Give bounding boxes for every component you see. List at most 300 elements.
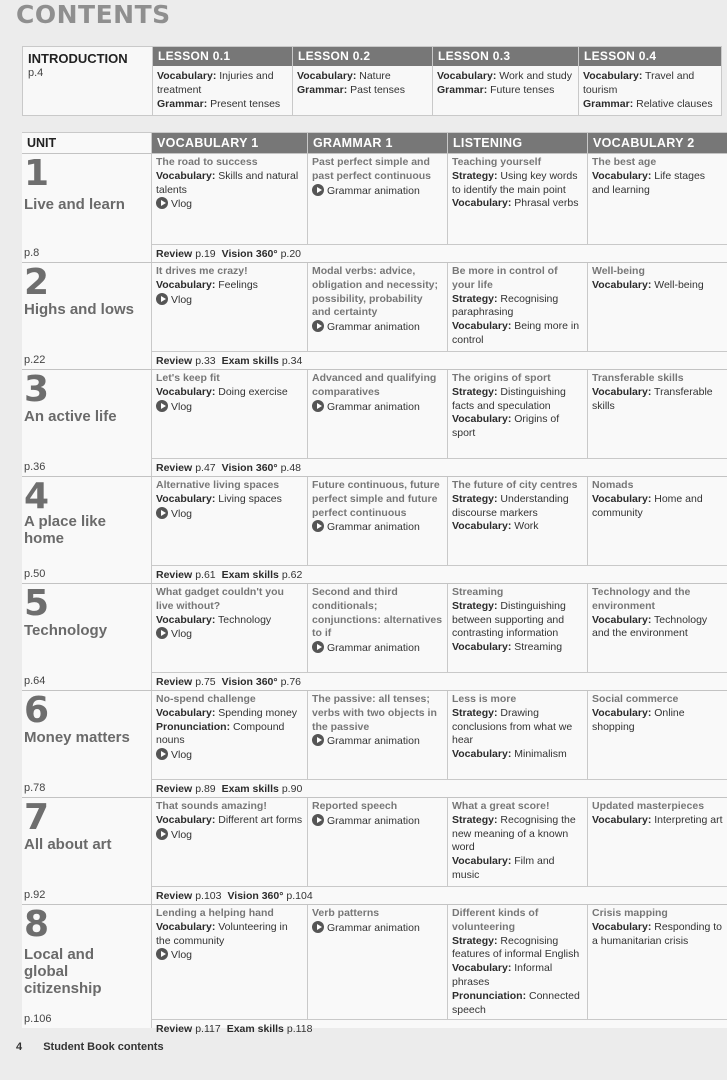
lesson-line (437, 69, 574, 83)
grammar-animation-label: Grammar animation (327, 921, 420, 934)
unit-title: Highs and lows (24, 301, 135, 318)
unit-row (22, 153, 727, 262)
unit-title: Money matters (24, 729, 130, 746)
lesson-line (452, 197, 583, 211)
lesson-line-key: Vocabulary: (452, 641, 512, 654)
play-icon (312, 921, 324, 933)
lesson-title: Future continuous, future perfect simple and future perfect continuous (312, 479, 440, 519)
introduction-header (23, 47, 153, 115)
play-icon (312, 400, 324, 412)
unit-row (22, 690, 727, 797)
unit-lessons (152, 905, 727, 1019)
lesson-line (592, 814, 723, 828)
lesson-line-key: Strategy: (452, 385, 498, 398)
grammar-animation-link[interactable] (312, 184, 443, 199)
lesson-line-value: Travel and tourism (583, 70, 695, 96)
unit-title: All about art (24, 836, 112, 853)
play-icon (312, 734, 324, 746)
vlog-link[interactable] (156, 197, 303, 212)
lesson-title: Different kinds of volunteering (452, 907, 539, 933)
review-page: p.103 (195, 890, 222, 902)
lesson-line (156, 279, 303, 293)
grammar1-cell (308, 691, 448, 779)
lesson-line-value: Online shopping (592, 706, 685, 733)
lesson-line (156, 493, 303, 507)
unit-cells (152, 154, 727, 262)
lesson-line-key: Vocabulary: (156, 813, 216, 826)
lesson-line (452, 170, 583, 198)
introduction-title: INTRODUCTION (28, 51, 128, 66)
lesson-line (156, 614, 303, 628)
grammar-animation-label: Grammar animation (327, 321, 420, 334)
review-line (152, 672, 727, 690)
lesson-line-key: Strategy: (452, 292, 498, 305)
lesson-line-value: Being more in control (452, 320, 580, 346)
lesson-title: What gadget couldn't you live without? (156, 586, 284, 612)
lesson-line-value: Connected speech (452, 989, 580, 1016)
grammar1-column-header: GRAMMAR 1 (308, 133, 448, 153)
lesson-title: That sounds amazing! (156, 800, 267, 812)
extra-label: Exam skills (226, 1023, 284, 1036)
lesson-title: Verb patterns (312, 907, 380, 919)
play-icon (156, 507, 168, 519)
listening-cell (448, 154, 588, 244)
lesson-line-key: Vocabulary: (437, 70, 497, 82)
lesson-line-value: Technology and the environment (592, 613, 708, 640)
vocabulary1-cell (152, 905, 308, 1019)
lesson-line (592, 279, 723, 293)
lesson-line-value: Well-being (651, 278, 704, 291)
lesson-column (579, 47, 721, 115)
vlog-label: Vlog (171, 628, 193, 641)
contents-table (22, 132, 727, 1036)
lesson-line-value: Nature (356, 70, 391, 82)
lesson-title: Let's keep fit (156, 372, 220, 384)
vocabulary2-cell (588, 798, 727, 886)
lesson-line-key: Vocabulary: (592, 169, 652, 182)
vlog-link[interactable] (156, 400, 303, 415)
unit-number: 7 (24, 797, 50, 838)
lesson-line-value: Distinguishing between supporting and contrasting information (452, 599, 566, 640)
lesson-line-value: Recognising features of informal English (452, 934, 580, 961)
lesson-title: The best age (592, 156, 657, 168)
vocabulary1-cell (152, 154, 308, 244)
lesson-line-value: Interpreting art (651, 813, 723, 826)
lesson-line-value: Compound nouns (156, 720, 285, 747)
unit-cell (22, 263, 152, 369)
grammar-animation-label: Grammar animation (327, 642, 420, 655)
listening-cell (448, 691, 588, 779)
review-page: p.89 (195, 783, 216, 795)
lesson-line-key: Vocabulary: (592, 278, 652, 291)
lesson-line-value: Minimalism (511, 748, 567, 761)
lesson-column (293, 47, 433, 115)
lesson-line (452, 935, 583, 963)
unit-lessons (152, 477, 727, 565)
vocabulary1-column-header: VOCABULARY 1 (152, 133, 308, 153)
unit-number: 4 (24, 476, 50, 517)
lesson-line-value: Feelings (215, 278, 258, 291)
lesson-line (452, 413, 583, 441)
lesson-line-key: Vocabulary: (592, 613, 652, 626)
page-footer (16, 1041, 164, 1053)
lesson-line-value: Drawing conclusions from what we hear (452, 706, 573, 747)
play-icon (156, 400, 168, 412)
extra-page: p.20 (280, 248, 302, 260)
vocabulary1-cell (152, 798, 308, 886)
footer-label: Student Book contents (43, 1041, 164, 1053)
lesson-line-key: Vocabulary: (583, 70, 643, 82)
extra-page: p.104 (286, 890, 313, 902)
grammar1-cell (308, 154, 448, 244)
lesson-line-value: Recognising the new meaning of a known word (452, 813, 576, 854)
vlog-link[interactable] (156, 948, 303, 963)
lesson-line-value: Past tenses (347, 84, 405, 96)
lesson-title: Social commerce (592, 693, 679, 705)
lesson-line (592, 493, 723, 521)
unit-lessons (152, 584, 727, 672)
lesson-line-value: Origins of sport (452, 413, 560, 440)
lesson-title: Modal verbs: advice, obligation and necessity; possibility, probability and certainty (312, 265, 439, 319)
review-page: p.19 (195, 248, 216, 260)
lesson-title: Reported speech (312, 800, 398, 812)
lesson-line-value: Doing exercise (215, 385, 288, 398)
grammar-animation-link[interactable] (312, 734, 443, 749)
lesson-line-key: Vocabulary: (156, 169, 216, 182)
lesson-line-value: Technology (215, 613, 272, 626)
lesson-line (452, 962, 583, 990)
review-label: Review (156, 676, 193, 688)
lesson-line-key: Vocabulary: (297, 70, 357, 82)
vocabulary2-cell (588, 263, 727, 351)
lesson-line (452, 600, 583, 641)
lesson-line-key: Grammar: (157, 98, 208, 110)
vlog-label: Vlog (171, 749, 193, 762)
extra-label: Exam skills (221, 783, 279, 795)
review-line (152, 458, 727, 476)
unit-number: 8 (24, 904, 50, 945)
lesson-line (437, 83, 574, 97)
lesson-line (156, 814, 303, 828)
extra-label: Exam skills (221, 569, 279, 581)
lesson-title: Advanced and qualifying comparatives (312, 372, 437, 398)
lesson-line (157, 69, 288, 97)
review-page: p.75 (195, 676, 216, 688)
vlog-label: Vlog (171, 949, 193, 962)
extra-label: Vision 360° (227, 890, 284, 902)
review-line (152, 244, 727, 262)
lesson-column (153, 47, 293, 115)
vlog-link[interactable] (156, 507, 303, 522)
page-title: CONTENTS (16, 0, 171, 29)
introduction-page: p.4 (28, 67, 44, 79)
lesson-line (452, 990, 583, 1018)
lesson-line-value: Transferable skills (592, 385, 713, 412)
grammar1-cell (308, 905, 448, 1019)
lesson-line-key: Vocabulary: (452, 962, 512, 975)
vocabulary2-cell (588, 477, 727, 565)
extra-page: p.90 (281, 783, 303, 795)
lesson-line (156, 921, 303, 949)
unit-row (22, 476, 727, 583)
grammar-animation-link[interactable] (312, 520, 443, 535)
grammar1-cell (308, 370, 448, 458)
vlog-link[interactable] (156, 828, 303, 843)
lesson-line-key: Vocabulary: (452, 320, 512, 333)
play-icon (156, 948, 168, 960)
unit-cell (22, 798, 152, 904)
grammar-animation-label: Grammar animation (327, 814, 420, 827)
extra-label: Vision 360° (221, 248, 278, 260)
lesson-column (433, 47, 579, 115)
review-page: p.117 (195, 1023, 221, 1036)
lesson-title: It drives me crazy! (156, 265, 248, 277)
lesson-line (592, 386, 723, 414)
lesson-line-value: Present tenses (207, 98, 281, 110)
lesson-line-key: Grammar: (437, 84, 488, 96)
lesson-title: The road to success (156, 156, 258, 168)
vlog-link[interactable] (156, 293, 303, 308)
review-label: Review (156, 569, 193, 581)
lesson-line-value: Life stages and learning (592, 169, 706, 196)
listening-cell (448, 798, 588, 886)
lesson-header: LESSON 0.1 (153, 47, 292, 66)
lesson-line-value: Streaming (511, 641, 563, 654)
play-icon (312, 814, 324, 826)
lesson-line-key: Grammar: (583, 98, 634, 110)
lesson-line (452, 814, 583, 855)
lesson-line-value: Using key words to identify the main point (452, 169, 578, 196)
play-icon (156, 748, 168, 760)
lesson-line-key: Vocabulary: (592, 813, 652, 826)
play-icon (156, 197, 168, 209)
lesson-body (433, 66, 578, 100)
unit-cells (152, 263, 727, 369)
extra-label: Exam skills (221, 355, 279, 367)
grammar-animation-label: Grammar animation (327, 400, 420, 413)
lesson-line-key: Vocabulary: (156, 385, 216, 398)
unit-cells (152, 691, 727, 797)
lesson-line (592, 921, 723, 949)
vlog-label: Vlog (171, 293, 193, 306)
unit-page: p.8 (24, 247, 40, 259)
grammar1-cell (308, 477, 448, 565)
lesson-line (452, 748, 583, 762)
vlog-label: Vlog (171, 828, 193, 841)
unit-title: An active life (24, 408, 117, 425)
lesson-line (592, 614, 723, 642)
review-label: Review (156, 783, 193, 795)
lesson-line-key: Vocabulary: (156, 920, 216, 933)
extra-label: Vision 360° (221, 676, 278, 688)
review-label: Review (156, 248, 193, 260)
review-page: p.47 (195, 462, 216, 474)
lesson-line-key: Strategy: (452, 169, 498, 182)
lesson-line (452, 320, 583, 348)
lesson-title: No-spend challenge (156, 693, 256, 705)
unit-title: Technology (24, 622, 108, 639)
unit-cell (22, 691, 152, 797)
lesson-line (452, 855, 583, 883)
lesson-line (156, 386, 303, 400)
grammar1-cell (308, 584, 448, 672)
unit-number: 6 (24, 690, 50, 731)
grammar-animation-link[interactable] (312, 320, 443, 335)
lesson-line-value: Relative clauses (633, 98, 713, 110)
lesson-line-value: Understanding discourse markers (452, 492, 569, 519)
introduction-table (22, 46, 722, 116)
vlog-label: Vlog (171, 198, 193, 211)
lesson-title: Well-being (592, 265, 645, 277)
lesson-line-key: Strategy: (452, 934, 498, 947)
vlog-link[interactable] (156, 748, 303, 763)
lesson-line-key: Vocabulary: (156, 278, 216, 291)
vocabulary2-cell (588, 905, 727, 1019)
unit-column-header: UNIT (22, 133, 152, 153)
play-icon (156, 293, 168, 305)
unit-page: p.106 (24, 1013, 52, 1025)
review-line (152, 886, 727, 904)
grammar-animation-link[interactable] (312, 921, 443, 936)
lesson-title: Lending a helping hand (156, 907, 274, 919)
vocabulary1-cell (152, 584, 308, 672)
unit-page: p.64 (24, 675, 46, 687)
lesson-line (452, 493, 583, 521)
lesson-line-key: Vocabulary: (452, 197, 512, 210)
lesson-line-key: Vocabulary: (156, 706, 216, 719)
lesson-line-value: Different art forms (215, 813, 303, 826)
lesson-title: Teaching yourself (452, 156, 542, 168)
lesson-line (297, 83, 428, 97)
extra-label: Vision 360° (221, 462, 278, 474)
lesson-title: The passive: all tenses; verbs with two objects in the passive (312, 693, 437, 733)
unit-cell (22, 370, 152, 476)
lesson-title: What a great score! (452, 800, 550, 812)
lesson-line-value: Work and study (496, 70, 573, 82)
review-line (152, 351, 727, 369)
unit-row (22, 797, 727, 904)
unit-lessons (152, 370, 727, 458)
unit-row (22, 583, 727, 690)
lesson-line-value: Responding to a humanitarian crisis (592, 920, 722, 947)
lesson-header: LESSON 0.3 (433, 47, 578, 66)
vocabulary2-cell (588, 584, 727, 672)
grammar-animation-link[interactable] (312, 814, 443, 829)
unit-title: Live and learn (24, 196, 125, 213)
table-header (22, 133, 727, 153)
review-line (152, 779, 727, 797)
grammar-animation-link[interactable] (312, 641, 443, 656)
vocabulary1-cell (152, 263, 308, 351)
lesson-line-value: Informal phrases (452, 962, 553, 988)
unit-number: 1 (24, 153, 50, 194)
unit-page: p.50 (24, 568, 46, 580)
lesson-line (592, 170, 723, 198)
vlog-link[interactable] (156, 627, 303, 642)
unit-page: p.22 (24, 354, 46, 366)
grammar-animation-label: Grammar animation (327, 521, 420, 534)
lesson-line-key: Vocabulary: (157, 70, 217, 82)
lesson-title: The origins of sport (452, 372, 551, 384)
lesson-line (452, 707, 583, 748)
listening-cell (448, 477, 588, 565)
unit-page: p.36 (24, 461, 46, 473)
grammar-animation-link[interactable] (312, 400, 443, 415)
review-line (152, 1019, 727, 1037)
lesson-line-key: Strategy: (452, 492, 498, 505)
play-icon (156, 627, 168, 639)
lesson-line (583, 97, 717, 111)
lesson-body (579, 66, 721, 114)
grammar-animation-label: Grammar animation (327, 184, 420, 197)
unit-cells (152, 798, 727, 904)
vocabulary1-cell (152, 691, 308, 779)
lesson-line-value: Spending money (215, 706, 298, 719)
lesson-line (592, 707, 723, 735)
vocabulary2-cell (588, 691, 727, 779)
unit-row (22, 904, 727, 1036)
lesson-line (156, 721, 303, 749)
play-icon (312, 184, 324, 196)
lesson-title: Technology and the environment (592, 586, 691, 612)
listening-cell (448, 905, 588, 1019)
lesson-line-key: Vocabulary: (452, 413, 512, 426)
unit-row (22, 262, 727, 369)
extra-page: p.48 (280, 462, 302, 474)
review-page: p.61 (195, 569, 216, 581)
lesson-line (156, 707, 303, 721)
lesson-line-value: Volunteering in the community (156, 920, 288, 947)
lesson-line-value: Phrasal verbs (511, 197, 579, 210)
unit-cell (22, 905, 152, 1028)
lesson-line-value: Distinguishing facts and speculation (452, 385, 566, 412)
unit-lessons (152, 263, 727, 351)
lesson-line-key: Strategy: (452, 599, 498, 612)
listening-cell (448, 263, 588, 351)
lesson-line-value: Injuries and treatment (157, 70, 274, 96)
unit-number: 2 (24, 262, 50, 303)
lesson-line-key: Vocabulary: (592, 385, 652, 398)
unit-number: 3 (24, 369, 50, 410)
lesson-line-key: Vocabulary: (156, 613, 216, 626)
lesson-line-key: Vocabulary: (452, 855, 512, 868)
vocabulary2-cell (588, 154, 727, 244)
review-label: Review (156, 462, 193, 474)
lesson-line (452, 641, 583, 655)
lesson-line-value: Film and music (452, 855, 555, 881)
review-label: Review (156, 890, 193, 902)
review-label: Review (156, 355, 193, 367)
unit-cell (22, 477, 152, 583)
lesson-line (452, 520, 583, 534)
lesson-title: Crisis mapping (592, 907, 668, 919)
vlog-label: Vlog (171, 400, 193, 413)
lesson-line-key: Vocabulary: (592, 706, 652, 719)
play-icon (312, 641, 324, 653)
lesson-title: Alternative living spaces (156, 479, 280, 491)
lesson-header: LESSON 0.2 (293, 47, 432, 66)
lesson-title: Past perfect simple and past perfect continuous (312, 156, 432, 182)
extra-page: p.62 (281, 569, 303, 581)
lesson-title: Nomads (592, 479, 634, 491)
play-icon (156, 828, 168, 840)
lesson-line-key: Vocabulary: (156, 492, 216, 505)
extra-page: p.76 (280, 676, 302, 688)
lesson-line (157, 97, 288, 111)
lesson-line-value: Home and community (592, 492, 703, 519)
extra-page: p.34 (281, 355, 303, 367)
lesson-line-key: Strategy: (452, 706, 498, 719)
